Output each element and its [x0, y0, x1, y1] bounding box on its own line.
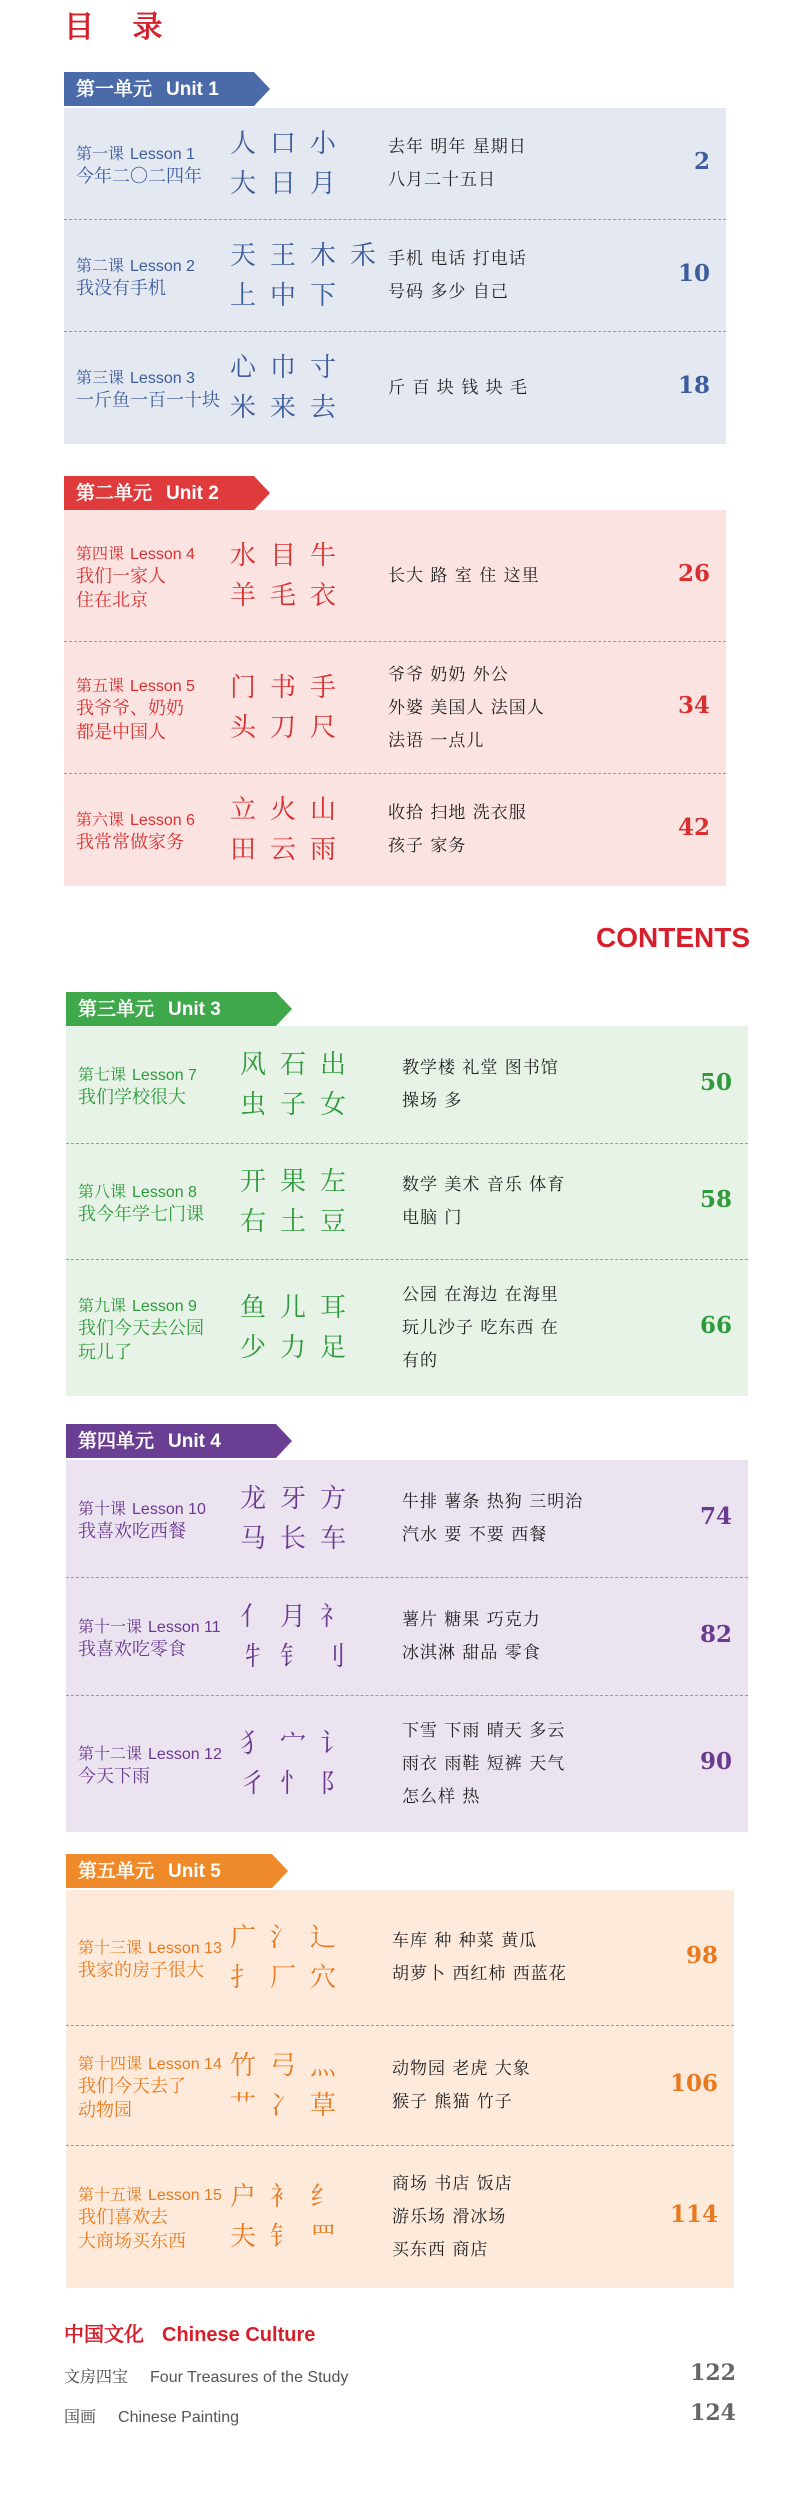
- page-number: 2: [693, 148, 710, 175]
- lesson-number-en: Lesson 4: [130, 546, 195, 563]
- lesson-number: [78, 1062, 197, 1085]
- vocabulary-line: 长大 路 室 住 这里: [388, 566, 540, 586]
- lesson-number: [76, 807, 195, 830]
- page-number: 50: [699, 1069, 732, 1096]
- character-set: 心巾寸: [230, 353, 351, 383]
- lesson-title: 我们一家人: [76, 566, 166, 587]
- character-set: 户衤纟: [230, 2182, 351, 2212]
- page-number: 74: [699, 1503, 732, 1530]
- character-set: 水目牛: [230, 541, 351, 571]
- unit-panel: [64, 510, 726, 886]
- character-set: 竹弓灬: [230, 2051, 351, 2081]
- lesson-title: 住在北京: [76, 590, 148, 611]
- lesson-row[interactable]: [66, 1696, 748, 1832]
- lesson-number: [78, 1614, 221, 1637]
- unit-label: [66, 1854, 272, 1888]
- vocabulary-line: 公园 在海边 在海里: [402, 1285, 559, 1305]
- character-set: 开果左: [240, 1167, 361, 1197]
- vocabulary-line: 商场 书店 饭店: [392, 2174, 513, 2194]
- lesson-row[interactable]: [66, 2146, 734, 2288]
- vocabulary-line: 电脑 门: [402, 1208, 463, 1228]
- vocabulary-line: 牛排 薯条 热狗 三明治: [402, 1492, 584, 1512]
- lesson-number-zh: 第十一课: [78, 1617, 143, 1636]
- lesson-number-en: Lesson 11: [148, 1619, 221, 1636]
- lesson-row[interactable]: [66, 1578, 748, 1696]
- vocabulary-line: 爷爷 奶奶 外公: [388, 665, 509, 685]
- lesson-title: 今天下雨: [78, 1766, 150, 1787]
- vocabulary-line: 下雪 下雨 晴天 多云: [402, 1721, 566, 1741]
- vocabulary-line: 号码 多少 自己: [388, 282, 509, 302]
- lesson-title: 我们今天去公园: [78, 1318, 204, 1339]
- lesson-number-en: Lesson 2: [130, 258, 195, 275]
- unit-label-zh: 第二单元: [76, 482, 153, 504]
- lesson-number: [78, 1496, 206, 1519]
- lesson-title: 我们喜欢去: [78, 2207, 168, 2228]
- vocabulary-line: 怎么样 热: [402, 1787, 481, 1807]
- lesson-number: [78, 1293, 197, 1316]
- lesson-row[interactable]: [66, 1260, 748, 1396]
- vocabulary-line: 冰淇淋 甜品 零食: [402, 1643, 541, 1663]
- unit-label-zh: 第三单元: [78, 998, 155, 1020]
- vocabulary-line: 外婆 美国人 法国人: [388, 698, 545, 718]
- lesson-number: [76, 253, 195, 276]
- lesson-number-zh: 第一课: [76, 144, 125, 163]
- unit-label-zh: 第五单元: [78, 1860, 155, 1882]
- page-number: 82: [699, 1621, 732, 1648]
- character-set: 人口小: [230, 129, 351, 159]
- unit-label-en: Unit 4: [168, 1431, 221, 1452]
- vocabulary-line: 有的: [402, 1351, 438, 1371]
- page-number: 34: [677, 692, 710, 719]
- character-set: 少力足: [240, 1333, 361, 1363]
- vocabulary-line: 斤 百 块 钱 块 毛: [388, 378, 529, 398]
- vocabulary-line: 去年 明年 星期日: [388, 137, 527, 157]
- character-set: 龙牙方: [240, 1484, 361, 1514]
- lesson-row[interactable]: [66, 1144, 748, 1260]
- page-number: 26: [677, 560, 710, 587]
- unit-label-en: Unit 5: [168, 1861, 221, 1882]
- page-number: 124: [690, 2400, 736, 2426]
- character-set: 虫子女: [240, 1090, 361, 1120]
- unit-label: [66, 992, 276, 1026]
- lesson-number-en: Lesson 14: [148, 2056, 222, 2073]
- character-set: 米来去: [230, 393, 351, 423]
- lesson-number-zh: 第三课: [76, 368, 125, 387]
- lesson-title: 都是中国人: [76, 722, 166, 743]
- lesson-row[interactable]: [64, 510, 726, 642]
- lesson-row[interactable]: [64, 220, 726, 332]
- lesson-title: 我常常做家务: [76, 832, 184, 853]
- vocabulary-line: 游乐场 滑冰场: [392, 2207, 507, 2227]
- lesson-number-zh: 第六课: [76, 810, 125, 829]
- character-set: 头刀尺: [230, 713, 351, 743]
- lesson-row[interactable]: [66, 1026, 748, 1144]
- page-number: 18: [677, 372, 710, 399]
- lesson-title: 今年二〇二四年: [76, 166, 202, 187]
- character-set: 天王木禾: [230, 241, 391, 271]
- lesson-number-en: Lesson 13: [148, 1940, 222, 1957]
- culture-item-title: 文房四宝: [64, 2367, 129, 2386]
- vocabulary-line: 收拾 扫地 洗衣服: [388, 803, 527, 823]
- lesson-number-zh: 第二课: [76, 256, 125, 275]
- culture-item[interactable]: [64, 2360, 736, 2387]
- character-set: 立火山: [230, 795, 351, 825]
- vocabulary-line: 操场 多: [402, 1091, 463, 1111]
- lesson-number-zh: 第五课: [76, 676, 125, 695]
- unit-label-zh: 第四单元: [78, 1430, 155, 1452]
- lesson-title: 我喜欢吃零食: [78, 1639, 186, 1660]
- lesson-title: 我们今天去了: [78, 2076, 186, 2097]
- unit-label-en: Unit 1: [166, 79, 219, 100]
- lesson-row[interactable]: [66, 1460, 748, 1578]
- vocabulary-line: 玩儿沙子 吃东西 在: [402, 1318, 559, 1338]
- unit-panel: [64, 108, 726, 444]
- lesson-title: 我们学校很大: [78, 1087, 186, 1108]
- vocabulary-line: 猴子 熊猫 竹子: [392, 2092, 513, 2112]
- contents-title: CONTENTS: [596, 922, 750, 953]
- unit-label: [64, 476, 254, 510]
- unit-label-en: Unit 2: [166, 483, 219, 504]
- vocabulary-line: 八月二十五日: [388, 170, 496, 190]
- lesson-number: [78, 2182, 222, 2205]
- lesson-number-zh: 第八课: [78, 1182, 127, 1201]
- vocabulary-line: 买东西 商店: [392, 2240, 489, 2260]
- character-set: 夫钅罒: [230, 2222, 351, 2252]
- lesson-number-en: Lesson 9: [132, 1298, 197, 1315]
- lesson-row[interactable]: [64, 642, 726, 774]
- vocabulary-line: 动物园 老虎 大象: [392, 2059, 531, 2079]
- lesson-number-en: Lesson 6: [130, 812, 195, 829]
- lesson-row[interactable]: [64, 332, 726, 444]
- vocabulary-line: 教学楼 礼堂 图书馆: [402, 1058, 559, 1078]
- lesson-number-zh: 第七课: [78, 1065, 127, 1084]
- toc-title: 目 录: [64, 10, 177, 45]
- lesson-title: 玩儿了: [78, 1342, 132, 1363]
- lesson-row[interactable]: [66, 2026, 734, 2146]
- lesson-number-en: Lesson 12: [148, 1746, 222, 1763]
- character-set: 门书手: [230, 673, 351, 703]
- vocabulary-line: 雨衣 雨鞋 短裤 天气: [402, 1754, 566, 1774]
- culture-item[interactable]: [64, 2400, 736, 2427]
- page-number: 58: [699, 1186, 732, 1213]
- unit-panel: [66, 1460, 748, 1832]
- lesson-row[interactable]: [66, 1890, 734, 2026]
- culture-item-title-en: Four Treasures of the Study: [150, 2369, 349, 2386]
- character-set: 彳忄阝: [240, 1769, 361, 1799]
- character-set: 羊毛衣: [230, 581, 351, 611]
- unit-label-zh: 第一单元: [76, 78, 153, 100]
- lesson-number: [76, 673, 195, 696]
- page-number: 106: [669, 2070, 718, 2097]
- lesson-title: 我爷爷、奶奶: [76, 698, 184, 719]
- unit-panel: [66, 1890, 734, 2288]
- lesson-row[interactable]: [64, 774, 726, 886]
- page-number: 122: [690, 2360, 736, 2386]
- lesson-number-zh: 第十五课: [78, 2185, 143, 2204]
- character-set: 田云雨: [230, 835, 351, 865]
- lesson-number-zh: 第十三课: [78, 1938, 143, 1957]
- culture-item-title-en: Chinese Painting: [118, 2409, 239, 2426]
- page-number: 10: [677, 260, 710, 287]
- character-set: 上中下: [230, 281, 351, 311]
- vocabulary-line: 薯片 糖果 巧克力: [402, 1610, 541, 1630]
- lesson-number: [76, 541, 195, 564]
- unit-label: [66, 1424, 276, 1458]
- lesson-number: [76, 141, 195, 164]
- vocabulary-line: 车库 种 种菜 黄瓜: [392, 1931, 538, 1951]
- lesson-number-en: Lesson 7: [132, 1067, 197, 1084]
- lesson-number-zh: 第九课: [78, 1296, 127, 1315]
- lesson-number-en: Lesson 15: [148, 2187, 222, 2204]
- lesson-number: [78, 2051, 222, 2074]
- character-set: 亻月礻: [240, 1602, 361, 1632]
- lesson-row[interactable]: [64, 108, 726, 220]
- lesson-title: 大商场买东西: [78, 2231, 186, 2252]
- character-set: 大日月: [230, 169, 351, 199]
- lesson-number-en: Lesson 8: [132, 1184, 197, 1201]
- character-set: 鱼儿耳: [240, 1293, 361, 1323]
- unit-label: [64, 72, 254, 106]
- unit-label-en: Unit 3: [168, 999, 221, 1020]
- character-set: 右土豆: [240, 1207, 361, 1237]
- vocabulary-line: 手机 电话 打电话: [388, 249, 527, 269]
- culture-heading-en: Chinese Culture: [162, 2324, 316, 2346]
- character-set: 牜钅刂: [240, 1642, 361, 1672]
- page-number: 98: [685, 1942, 718, 1969]
- lesson-number-en: Lesson 1: [130, 146, 195, 163]
- character-set: 犭宀讠: [240, 1729, 361, 1759]
- page-number: 66: [699, 1312, 732, 1339]
- vocabulary-line: 胡萝卜 西红柿 西蓝花: [392, 1964, 567, 1984]
- lesson-title: 一斤鱼一百一十块: [76, 390, 220, 411]
- lesson-number-zh: 第四课: [76, 544, 125, 563]
- lesson-number: [78, 1741, 222, 1764]
- lesson-title: 动物园: [78, 2100, 132, 2121]
- vocabulary-line: 法语 一点儿: [388, 731, 485, 751]
- vocabulary-line: 孩子 家务: [388, 836, 467, 856]
- vocabulary-line: 汽水 要 不要 西餐: [402, 1525, 548, 1545]
- lesson-number: [78, 1179, 197, 1202]
- vocabulary-line: 数学 美术 音乐 体育: [402, 1175, 566, 1195]
- culture-item-title: 国画: [64, 2407, 97, 2426]
- character-set: 广氵辶: [230, 1923, 351, 1953]
- character-set: 马长车: [240, 1524, 361, 1554]
- page-number: 114: [669, 2201, 718, 2228]
- lesson-number-zh: 第十四课: [78, 2054, 143, 2073]
- character-set: 风石出: [240, 1050, 361, 1080]
- lesson-number: [78, 1935, 222, 1958]
- lesson-title: 我家的房子很大: [78, 1960, 204, 1981]
- character-set: 艹冫草: [230, 2091, 351, 2121]
- culture-heading: [64, 2318, 315, 2347]
- unit-panel: [66, 1026, 748, 1396]
- culture-heading-zh: 中国文化: [64, 2322, 144, 2346]
- page-number: 90: [699, 1748, 732, 1775]
- lesson-number-en: Lesson 5: [130, 678, 195, 695]
- lesson-number-zh: 第十二课: [78, 1744, 143, 1763]
- lesson-number-en: Lesson 3: [130, 370, 195, 387]
- lesson-title: 我没有手机: [76, 278, 166, 299]
- lesson-title: 我今年学七门课: [78, 1204, 204, 1225]
- lesson-number-en: Lesson 10: [132, 1501, 206, 1518]
- lesson-number: [76, 365, 195, 388]
- lesson-title: 我喜欢吃西餐: [78, 1521, 186, 1542]
- page-number: 42: [677, 814, 710, 841]
- character-set: 扌厂穴: [230, 1963, 351, 1993]
- lesson-number-zh: 第十课: [78, 1499, 127, 1518]
